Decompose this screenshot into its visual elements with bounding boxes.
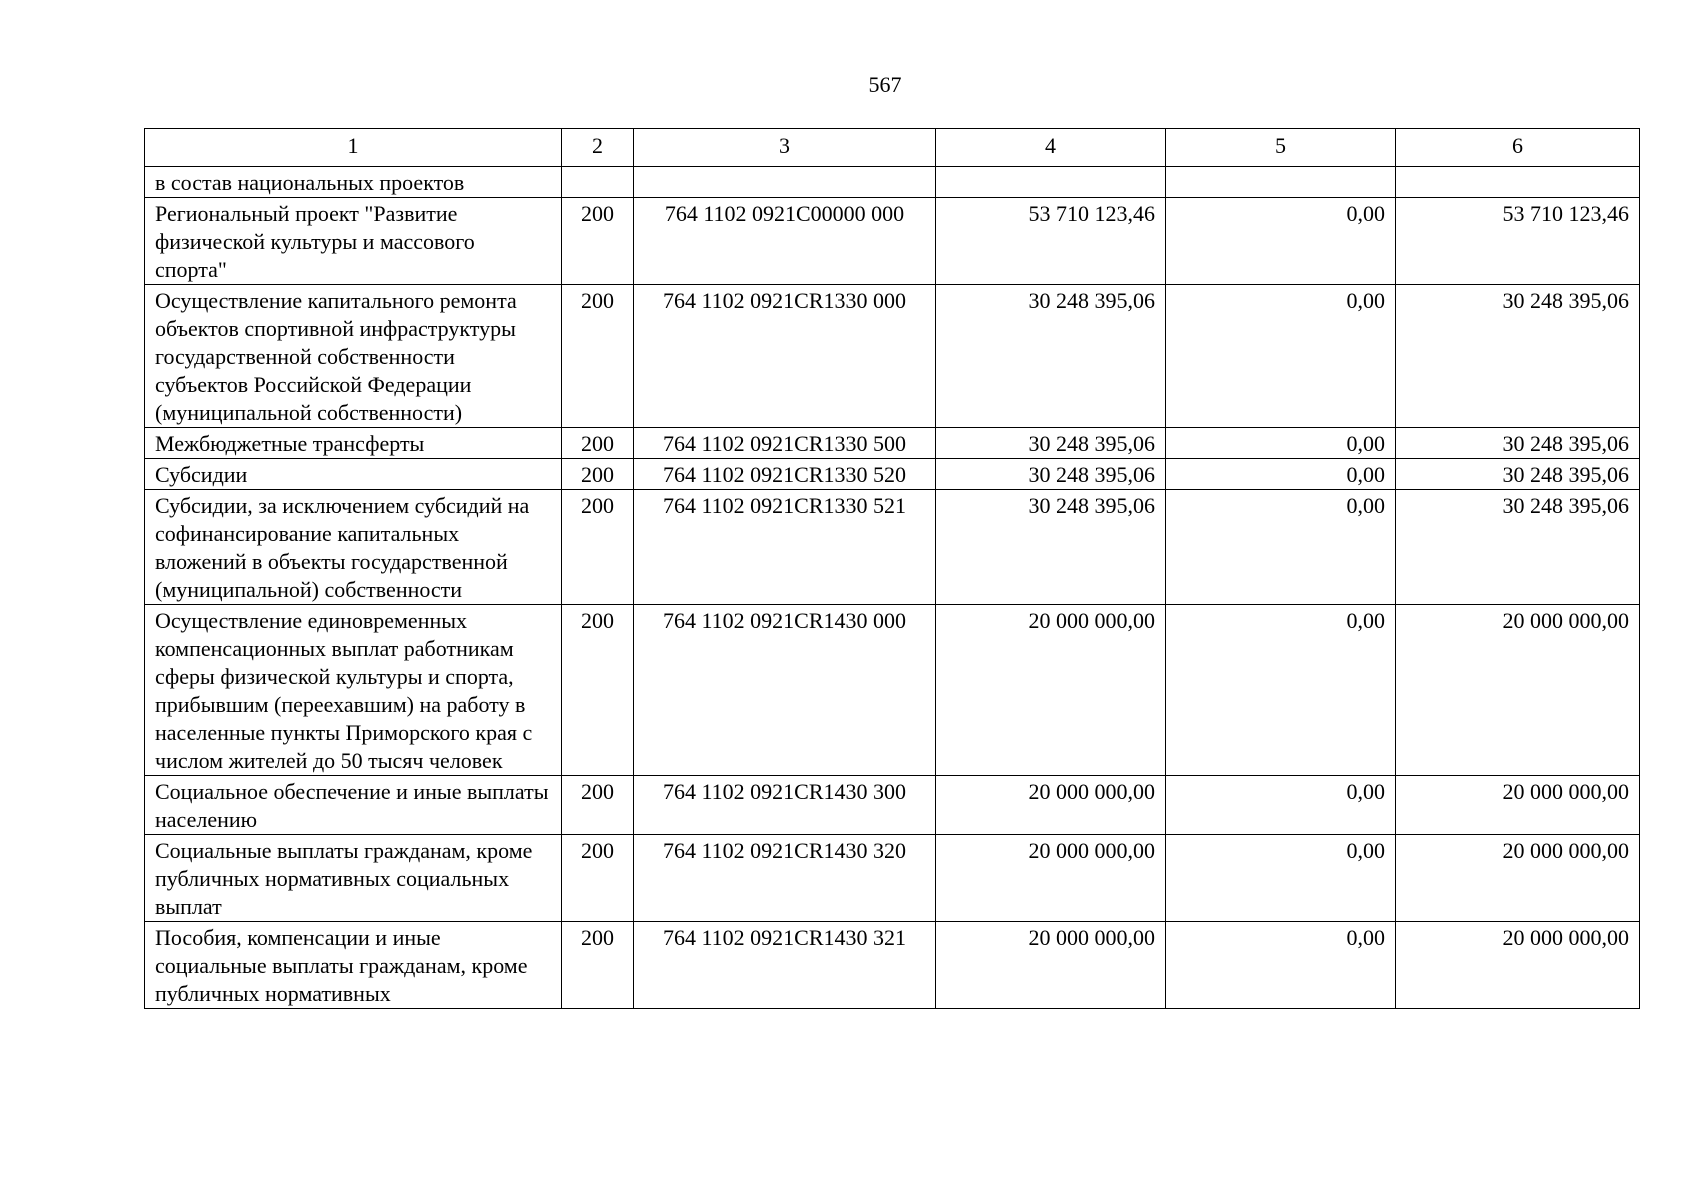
budget-table (144, 128, 1640, 1009)
row-budget-code: 764 1102 0921CR1330 520 (634, 459, 936, 490)
row-owner-code: 200 (562, 490, 634, 605)
row-value-5 (1166, 167, 1396, 198)
row-name: Региональный проект "Развитие физической культуры и массового спорта" (145, 198, 562, 285)
row-value-6: 20 000 000,00 (1396, 605, 1640, 776)
row-value-6: 20 000 000,00 (1396, 776, 1640, 835)
row-value-4: 20 000 000,00 (936, 605, 1166, 776)
row-budget-code: 764 1102 0921CR1430 320 (634, 835, 936, 922)
row-budget-code: 764 1102 0921CR1430 000 (634, 605, 936, 776)
row-owner-code: 200 (562, 835, 634, 922)
row-owner-code: 200 (562, 198, 634, 285)
row-value-6 (1396, 167, 1640, 198)
row-budget-code (634, 167, 936, 198)
row-value-4: 20 000 000,00 (936, 922, 1166, 1009)
row-value-5: 0,00 (1166, 776, 1396, 835)
row-value-5: 0,00 (1166, 198, 1396, 285)
table-row (145, 776, 1640, 835)
table-row (145, 835, 1640, 922)
page-number: 567 (868, 72, 902, 97)
header-row (145, 129, 1640, 167)
row-name: Пособия, компенсации и иные социальные выплаты гражданам, кроме публичных нормативных (145, 922, 562, 1009)
table-row (145, 167, 1640, 198)
column-header: 6 (1396, 129, 1640, 167)
row-value-5: 0,00 (1166, 490, 1396, 605)
row-name: Субсидии, за исключением субсидий на софинансирование капитальных вложений в объекты государственной (муниципальной) собственности (145, 490, 562, 605)
row-value-4 (936, 167, 1166, 198)
row-budget-code: 764 1102 0921CR1430 300 (634, 776, 936, 835)
row-owner-code (562, 167, 634, 198)
row-value-5: 0,00 (1166, 605, 1396, 776)
row-owner-code: 200 (562, 776, 634, 835)
row-value-4: 30 248 395,06 (936, 285, 1166, 428)
row-owner-code: 200 (562, 285, 634, 428)
row-name: Осуществление капитального ремонта объектов спортивной инфраструктуры государственной собственности субъектов Российской Федерации (муниципальной собственности) (145, 285, 562, 428)
row-budget-code: 764 1102 0921CR1330 000 (634, 285, 936, 428)
table-row (145, 428, 1640, 459)
row-value-4: 53 710 123,46 (936, 198, 1166, 285)
row-value-5: 0,00 (1166, 835, 1396, 922)
table-row (145, 922, 1640, 1009)
row-owner-code: 200 (562, 459, 634, 490)
row-value-5: 0,00 (1166, 459, 1396, 490)
column-header: 3 (634, 129, 936, 167)
row-owner-code: 200 (562, 922, 634, 1009)
row-value-5: 0,00 (1166, 922, 1396, 1009)
row-value-4: 20 000 000,00 (936, 835, 1166, 922)
table-row (145, 605, 1640, 776)
table-row (145, 198, 1640, 285)
table-row (145, 459, 1640, 490)
row-budget-code: 764 1102 0921C00000 000 (634, 198, 936, 285)
row-budget-code: 764 1102 0921CR1430 321 (634, 922, 936, 1009)
table-row (145, 490, 1640, 605)
table-row (145, 285, 1640, 428)
column-header: 4 (936, 129, 1166, 167)
row-name: Субсидии (145, 459, 562, 490)
row-budget-code: 764 1102 0921CR1330 500 (634, 428, 936, 459)
column-header: 1 (145, 129, 562, 167)
row-name: в состав национальных проектов (145, 167, 562, 198)
row-value-4: 30 248 395,06 (936, 428, 1166, 459)
row-name: Осуществление единовременных компенсационных выплат работникам сферы физической культуры и спорта, прибывшим (переехавшим) на работу в населенные пункты Приморского края с числом жителей до 50 тысяч человек (145, 605, 562, 776)
row-value-6: 53 710 123,46 (1396, 198, 1640, 285)
row-value-5: 0,00 (1166, 428, 1396, 459)
column-header: 2 (562, 129, 634, 167)
row-value-6: 20 000 000,00 (1396, 835, 1640, 922)
row-value-6: 30 248 395,06 (1396, 428, 1640, 459)
row-name: Социальное обеспечение и иные выплаты населению (145, 776, 562, 835)
row-value-6: 30 248 395,06 (1396, 285, 1640, 428)
row-value-4: 30 248 395,06 (936, 459, 1166, 490)
row-owner-code: 200 (562, 605, 634, 776)
column-header: 5 (1166, 129, 1396, 167)
row-value-5: 0,00 (1166, 285, 1396, 428)
row-name: Межбюджетные трансферты (145, 428, 562, 459)
row-value-6: 30 248 395,06 (1396, 459, 1640, 490)
row-owner-code: 200 (562, 428, 634, 459)
row-value-6: 30 248 395,06 (1396, 490, 1640, 605)
row-value-4: 30 248 395,06 (936, 490, 1166, 605)
row-name: Социальные выплаты гражданам, кроме публичных нормативных социальных выплат (145, 835, 562, 922)
row-budget-code: 764 1102 0921CR1330 521 (634, 490, 936, 605)
row-value-6: 20 000 000,00 (1396, 922, 1640, 1009)
row-value-4: 20 000 000,00 (936, 776, 1166, 835)
